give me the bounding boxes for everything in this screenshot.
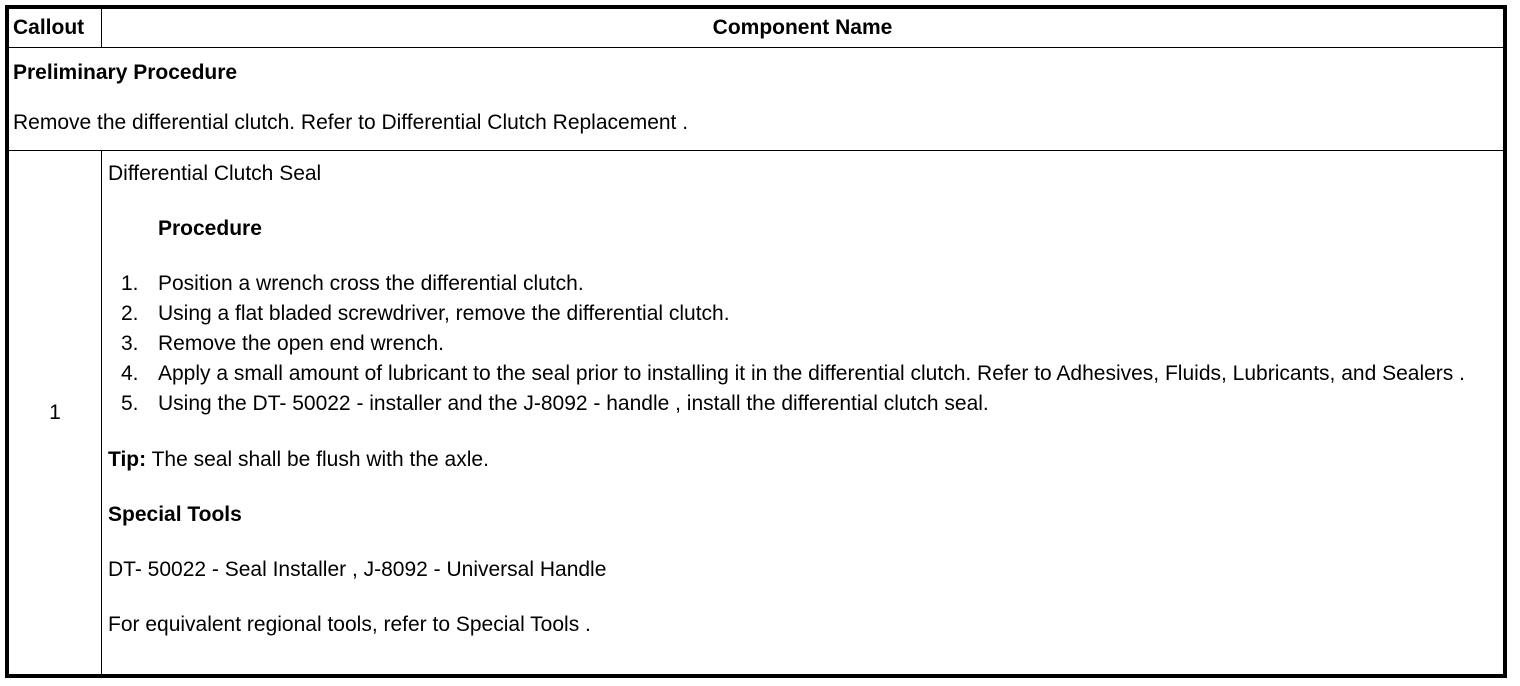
step-text: Position a wrench cross the differential clutch. (158, 272, 584, 295)
step-number: 2. (121, 302, 139, 325)
procedure-steps (108, 269, 1497, 419)
procedure-title: Procedure (158, 217, 262, 240)
component-name: Differential Clutch Seal (108, 162, 322, 185)
step-text: Using the DT- 50022 - installer and the J-8092 - handle , install the differential clutch seal. (158, 392, 989, 415)
step-text: Remove the open end wrench. (158, 332, 445, 355)
component-table-frame (5, 5, 1507, 678)
component-table (8, 8, 1504, 675)
step-number: 4. (121, 362, 139, 385)
tip-text: The seal shall be flush with the axle. (146, 448, 489, 471)
step-number: 3. (121, 332, 139, 355)
table-header-row (9, 9, 1504, 48)
tip-label: Tip: (108, 448, 147, 471)
step-number: 5. (121, 392, 139, 415)
preliminary-cell (9, 48, 1504, 151)
special-tools-title: Special Tools (108, 503, 242, 526)
step-text: Using a flat bladed screwdriver, remove the differential clutch. (158, 302, 730, 325)
regional-tools-note: For equivalent regional tools, refer to Special Tools . (108, 613, 591, 636)
callout-number: 1 (9, 151, 102, 675)
step-number: 1. (121, 272, 139, 295)
tip-note (108, 445, 1497, 474)
procedure-step (121, 299, 1497, 329)
special-tools-list: DT- 50022 - Seal Installer , J-8092 - Universal Handle (108, 558, 607, 581)
component-cell (102, 151, 1504, 675)
procedure-step (121, 269, 1497, 299)
callout-column-header: Callout (9, 9, 102, 48)
procedure-step (121, 359, 1497, 389)
procedure-step (121, 329, 1497, 359)
preliminary-text: Remove the differential clutch. Refer to Differential Clutch Replacement . (13, 111, 689, 134)
preliminary-title: Preliminary Procedure (13, 61, 238, 84)
preliminary-row (9, 48, 1504, 151)
component-name-column-header: Component Name (102, 9, 1504, 48)
step-text: Apply a small amount of lubricant to the seal prior to installing it in the differential clutch. Refer to Adhesives, Fluids, Lubricants, and Sealers . (158, 362, 1465, 385)
procedure-step (121, 389, 1497, 419)
table-row (9, 151, 1504, 675)
